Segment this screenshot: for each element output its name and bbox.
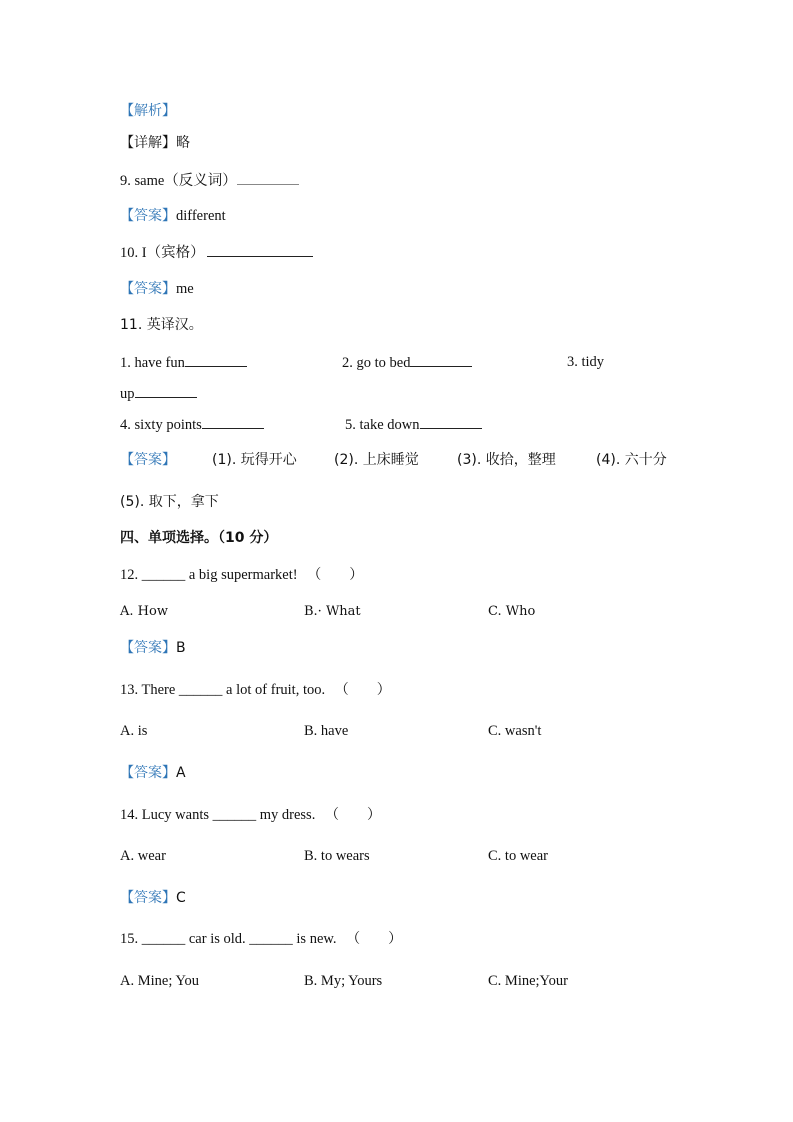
answer-9 — [120, 206, 226, 226]
question-15 — [120, 929, 402, 949]
question-13-option-a: A. is — [120, 723, 148, 739]
answer-14-text: C — [176, 890, 186, 906]
question-15-option-b: B. My; Yours — [304, 973, 383, 989]
question-11-item-5: 5. take down — [345, 414, 482, 435]
answer-12 — [120, 638, 186, 658]
question-12-option-a: A. How — [120, 604, 168, 619]
question-14-option-c: C. to wear — [488, 848, 548, 864]
question-12-option-b: B.· What — [304, 604, 361, 619]
answer-paren: （ ） — [324, 807, 381, 823]
question-11 — [120, 315, 203, 335]
question-14-option-a: A. wear — [120, 848, 166, 864]
question-13-option-b: B. have — [304, 723, 349, 739]
answer-13 — [120, 763, 186, 783]
answer-tag: 【答案】 — [120, 452, 176, 468]
answer-11-item-2: (2). 上床睡觉 — [334, 452, 419, 468]
detail-tag: 【详解】 — [120, 135, 176, 151]
question-9 — [120, 170, 299, 191]
question-12 — [120, 565, 363, 585]
detail-line — [120, 133, 190, 153]
answer-11-item-5: (5). 取下，拿下 — [120, 494, 219, 510]
question-11-item-2: 2. go to bed — [342, 352, 472, 373]
analysis-heading — [120, 101, 176, 121]
question-14-option-b: B. to wears — [304, 848, 370, 864]
question-13-option-c: C. wasn't — [488, 723, 542, 739]
answer-paren: （ ） — [334, 682, 391, 698]
answer-14 — [120, 888, 186, 908]
question-11-item-3-cont: up — [120, 383, 197, 404]
detail-text: 略 — [176, 135, 190, 151]
answer-tag: 【答案】 — [120, 208, 176, 224]
question-10-text: 10. I（宾格） — [120, 245, 205, 261]
answer-tag: 【答案】 — [120, 890, 176, 906]
answer-tag: 【答案】 — [120, 281, 176, 297]
question-14-stem: 14. Lucy wants ______ my dress. — [120, 807, 316, 823]
answer-11 — [120, 450, 176, 470]
question-11-item-1: 1. have fun — [120, 352, 247, 373]
answer-13-text: A — [176, 765, 186, 781]
question-14 — [120, 805, 381, 825]
answer-11-item-3: (3). 收拾，整理 — [457, 452, 556, 468]
answer-tag: 【答案】 — [120, 640, 176, 656]
answer-10 — [120, 279, 194, 299]
question-9-text: 9. same（反义词） — [120, 173, 237, 189]
question-11-text: 11. 英译汉。 — [120, 317, 203, 333]
answer-10-text: me — [176, 281, 194, 297]
answer-blank — [237, 170, 299, 185]
question-15-stem: 15. ______ car is old. ______ is new. — [120, 931, 337, 947]
answer-12-text: B — [176, 640, 186, 656]
answer-11-item-1: (1). 玩得开心 — [212, 452, 297, 468]
question-11-item-3: 3. tidy — [567, 354, 605, 370]
question-12-option-c: C. Who — [488, 604, 536, 619]
analysis-tag: 【解析】 — [120, 103, 176, 119]
answer-paren: （ ） — [307, 567, 364, 583]
question-13 — [120, 680, 391, 700]
answer-tag: 【答案】 — [120, 765, 176, 781]
question-13-stem: 13. There ______ a lot of fruit, too. — [120, 682, 326, 698]
question-15-option-a: A. Mine; You — [120, 973, 199, 989]
section-title: 四、单项选择。（10 分） — [120, 530, 278, 546]
question-11-item-4: 4. sixty points — [120, 414, 264, 435]
answer-paren: （ ） — [346, 931, 403, 947]
question-12-stem: 12. ______ a big supermarket! — [120, 567, 298, 583]
question-15-option-c: C. Mine;Your — [488, 973, 568, 989]
question-10 — [120, 242, 313, 263]
answer-9-text: different — [176, 208, 226, 224]
answer-blank — [207, 242, 313, 257]
answer-11-item-4: (4). 六十分 — [596, 452, 667, 468]
